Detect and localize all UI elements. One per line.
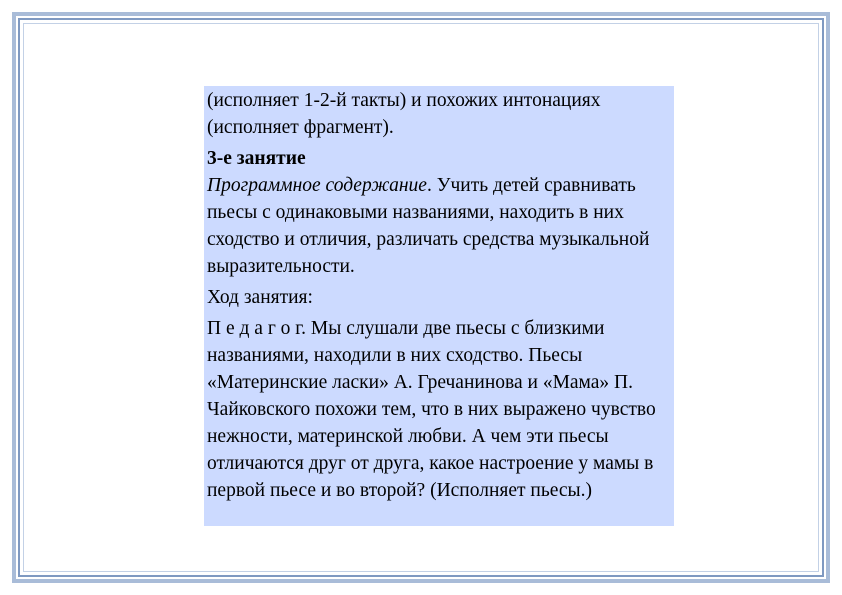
lesson-progress-label: Ход занятия: (207, 287, 313, 308)
teacher-text: . Мы слушали две пьесы с близкими названиями, находили в них сходство. Пьесы «Материнские ласки» А. Гречанинова и «Мама» П. Чайковского похожи тем, что в них выражено чувство нежности, материнской любви. А чем эти пьесы отличаются друг от друга, какое настроение у мамы в первой пьесе и во второй? (Исполняет пьесы.) (207, 318, 656, 501)
program-content-label: Программное содержание (207, 175, 427, 196)
lesson-heading: 3-е занятие (207, 148, 306, 169)
teacher-label: П е д а г о г (207, 318, 302, 339)
lesson-block (207, 145, 671, 280)
lesson-text-box (204, 86, 674, 526)
paragraph-continuation: (исполняет 1-2-й такты) и похожих интонациях (исполняет фрагмент). (207, 90, 601, 138)
teacher-paragraph (207, 315, 671, 504)
program-content-text: . Учить детей сравнивать пьесы с одинаковыми названиями, находить в них сходство и отличия, различать средства музыкальной выразительности. (207, 175, 650, 277)
